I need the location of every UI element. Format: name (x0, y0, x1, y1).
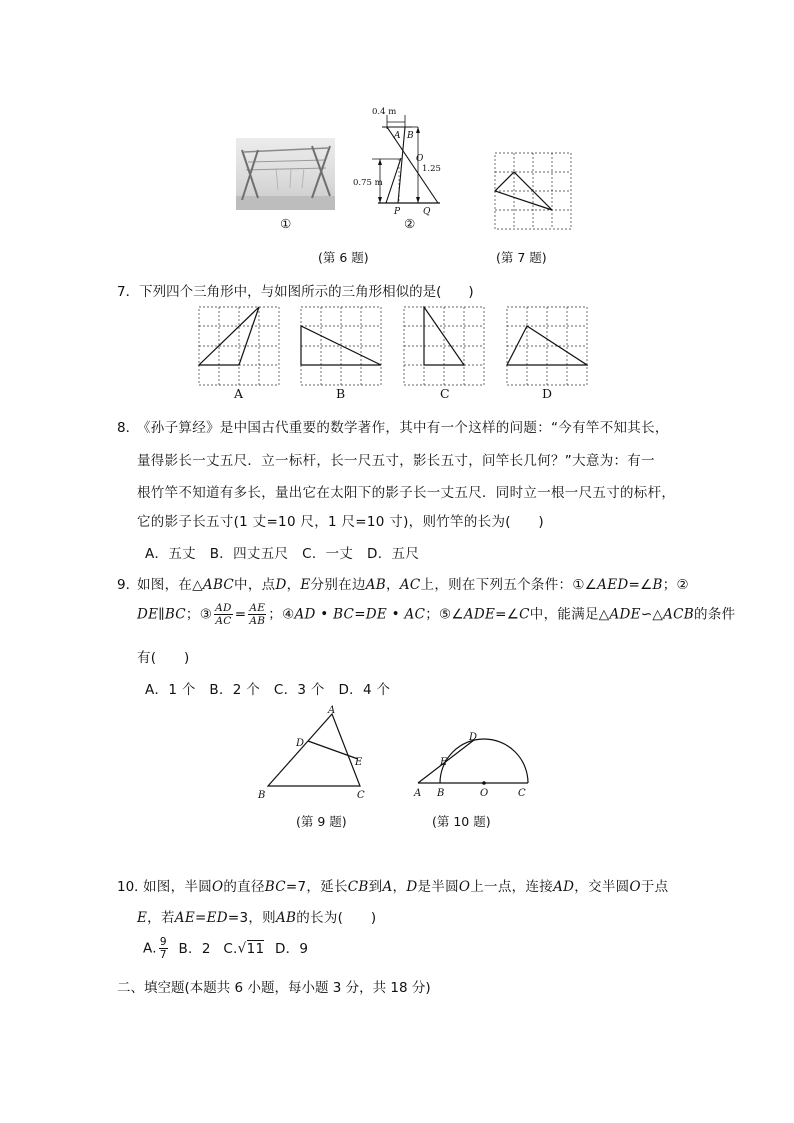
fig10-point-d: D (469, 732, 478, 743)
dim-left-label: 0.75 m (353, 178, 383, 188)
figure-7-label: (第 7 题) (496, 250, 547, 265)
fraction-ad-ac: $\frac{AD}{AC}$ (215, 602, 232, 627)
point-o-label: O (416, 154, 424, 164)
option-c-grid (403, 306, 485, 386)
option-b-label: B (336, 386, 346, 401)
dim-top-label: 0.4 m (372, 107, 397, 117)
option-d-label: D (542, 386, 553, 401)
question-10-number: 10． (117, 879, 148, 895)
fig9-point-a: A (328, 705, 336, 716)
question-9-line-3: 有( ) (137, 650, 190, 666)
figure-caption-2: ② (404, 216, 416, 231)
point-p-label: P (394, 207, 401, 217)
option-d-grid (506, 306, 588, 386)
question-8-options: A．五丈 B．四丈五尺 C．一丈 D．五尺 (145, 546, 420, 562)
question-10-line-2: E，若AE=ED=3，则AB的长为( ) (137, 910, 377, 926)
option-b-grid (300, 306, 382, 386)
fig10-point-c: C (518, 788, 526, 799)
dim-right-label: 1.25 (422, 164, 441, 174)
question-8-line-4: 它的影子长五寸(1 丈=10 尺，1 尺=10 寸)，则竹竿的长为( ) (137, 514, 544, 530)
question-9-triangle-figure (254, 700, 374, 802)
drying-rack-illustration (236, 138, 335, 210)
fig9-point-d: D (296, 738, 305, 749)
question-10-semicircle-figure (408, 726, 538, 800)
fig9-point-b: B (258, 790, 266, 801)
question-10-line-1: 如图，半圆O的直径BC=7，延长CB到A，D是半圆O上一点，连接AD，交半圆O于点 (143, 879, 669, 895)
point-q-label: Q (423, 207, 431, 217)
fig10-point-a: A (414, 788, 422, 799)
point-a-label: A (394, 131, 401, 141)
section-2-heading: 二、填空题(本题共 6 小题，每小题 3 分，共 18 分) (117, 980, 431, 996)
question-7-text: 7．下列四个三角形中，与如图所示的三角形相似的是( ) (117, 284, 474, 300)
question-7-reference-grid (494, 152, 572, 230)
option-a-fraction: $\frac{9}{7}$ (159, 936, 167, 961)
fig10-point-o: O (480, 788, 489, 799)
figure-6-label: (第 6 题) (318, 250, 369, 265)
fig10-point-e: E (440, 757, 448, 768)
drying-rack-photo (236, 138, 335, 210)
figure-10-label: (第 10 题) (432, 814, 491, 829)
question-8-line-2: 量得影长一丈五尺．立一标杆，长一尺五寸，影长五寸，问竿长几何？”大意为：有一 (137, 453, 655, 469)
option-a-label: A (234, 386, 244, 401)
rack-geometry-diagram (350, 105, 450, 217)
figure-caption-1: ① (280, 216, 292, 231)
figure-9-label: (第 9 题) (296, 814, 347, 829)
question-9-line-2: DE∥BC；③ $\frac{AD}{AC}$ = $\frac{AE}{AB}$ ；④AD • BC=DE • AC；⑤∠ADE=∠C中，能满足△ADE∽△ACB的条件 (137, 602, 736, 627)
question-9-line-1: 如图，在△ABC中，点D，E分别在边AB，AC上，则在下列五个条件：①∠AED=∠B；② (137, 577, 689, 593)
question-8-number: 8． (117, 420, 140, 436)
question-9-number: 9． (117, 577, 140, 593)
fig9-point-c: C (357, 790, 365, 801)
fraction-ae-ab: $\frac{AE}{AB}$ (249, 602, 266, 627)
fig10-point-b: B (437, 788, 445, 799)
question-8-line-3: 根竹竿不知道有多长，量出它在太阳下的影子长一丈五尺．同时立一根一尺五寸的标杆， (137, 485, 676, 501)
point-b-label: B (407, 131, 414, 141)
sqrt-icon: √ (237, 940, 247, 957)
option-c-label: C (440, 386, 450, 401)
question-10-options: A. $\frac{9}{7}$ B．2 C.√11 D．9 (143, 936, 309, 961)
question-8-line-1: 《孙子算经》是中国古代重要的数学著作，其中有一个这样的问题：“今有竿不知其长， (137, 420, 669, 436)
option-a-grid (198, 306, 280, 386)
question-9-options: A．1 个 B．2 个 C．3 个 D．4 个 (145, 682, 391, 698)
fig9-point-e: E (355, 757, 363, 768)
